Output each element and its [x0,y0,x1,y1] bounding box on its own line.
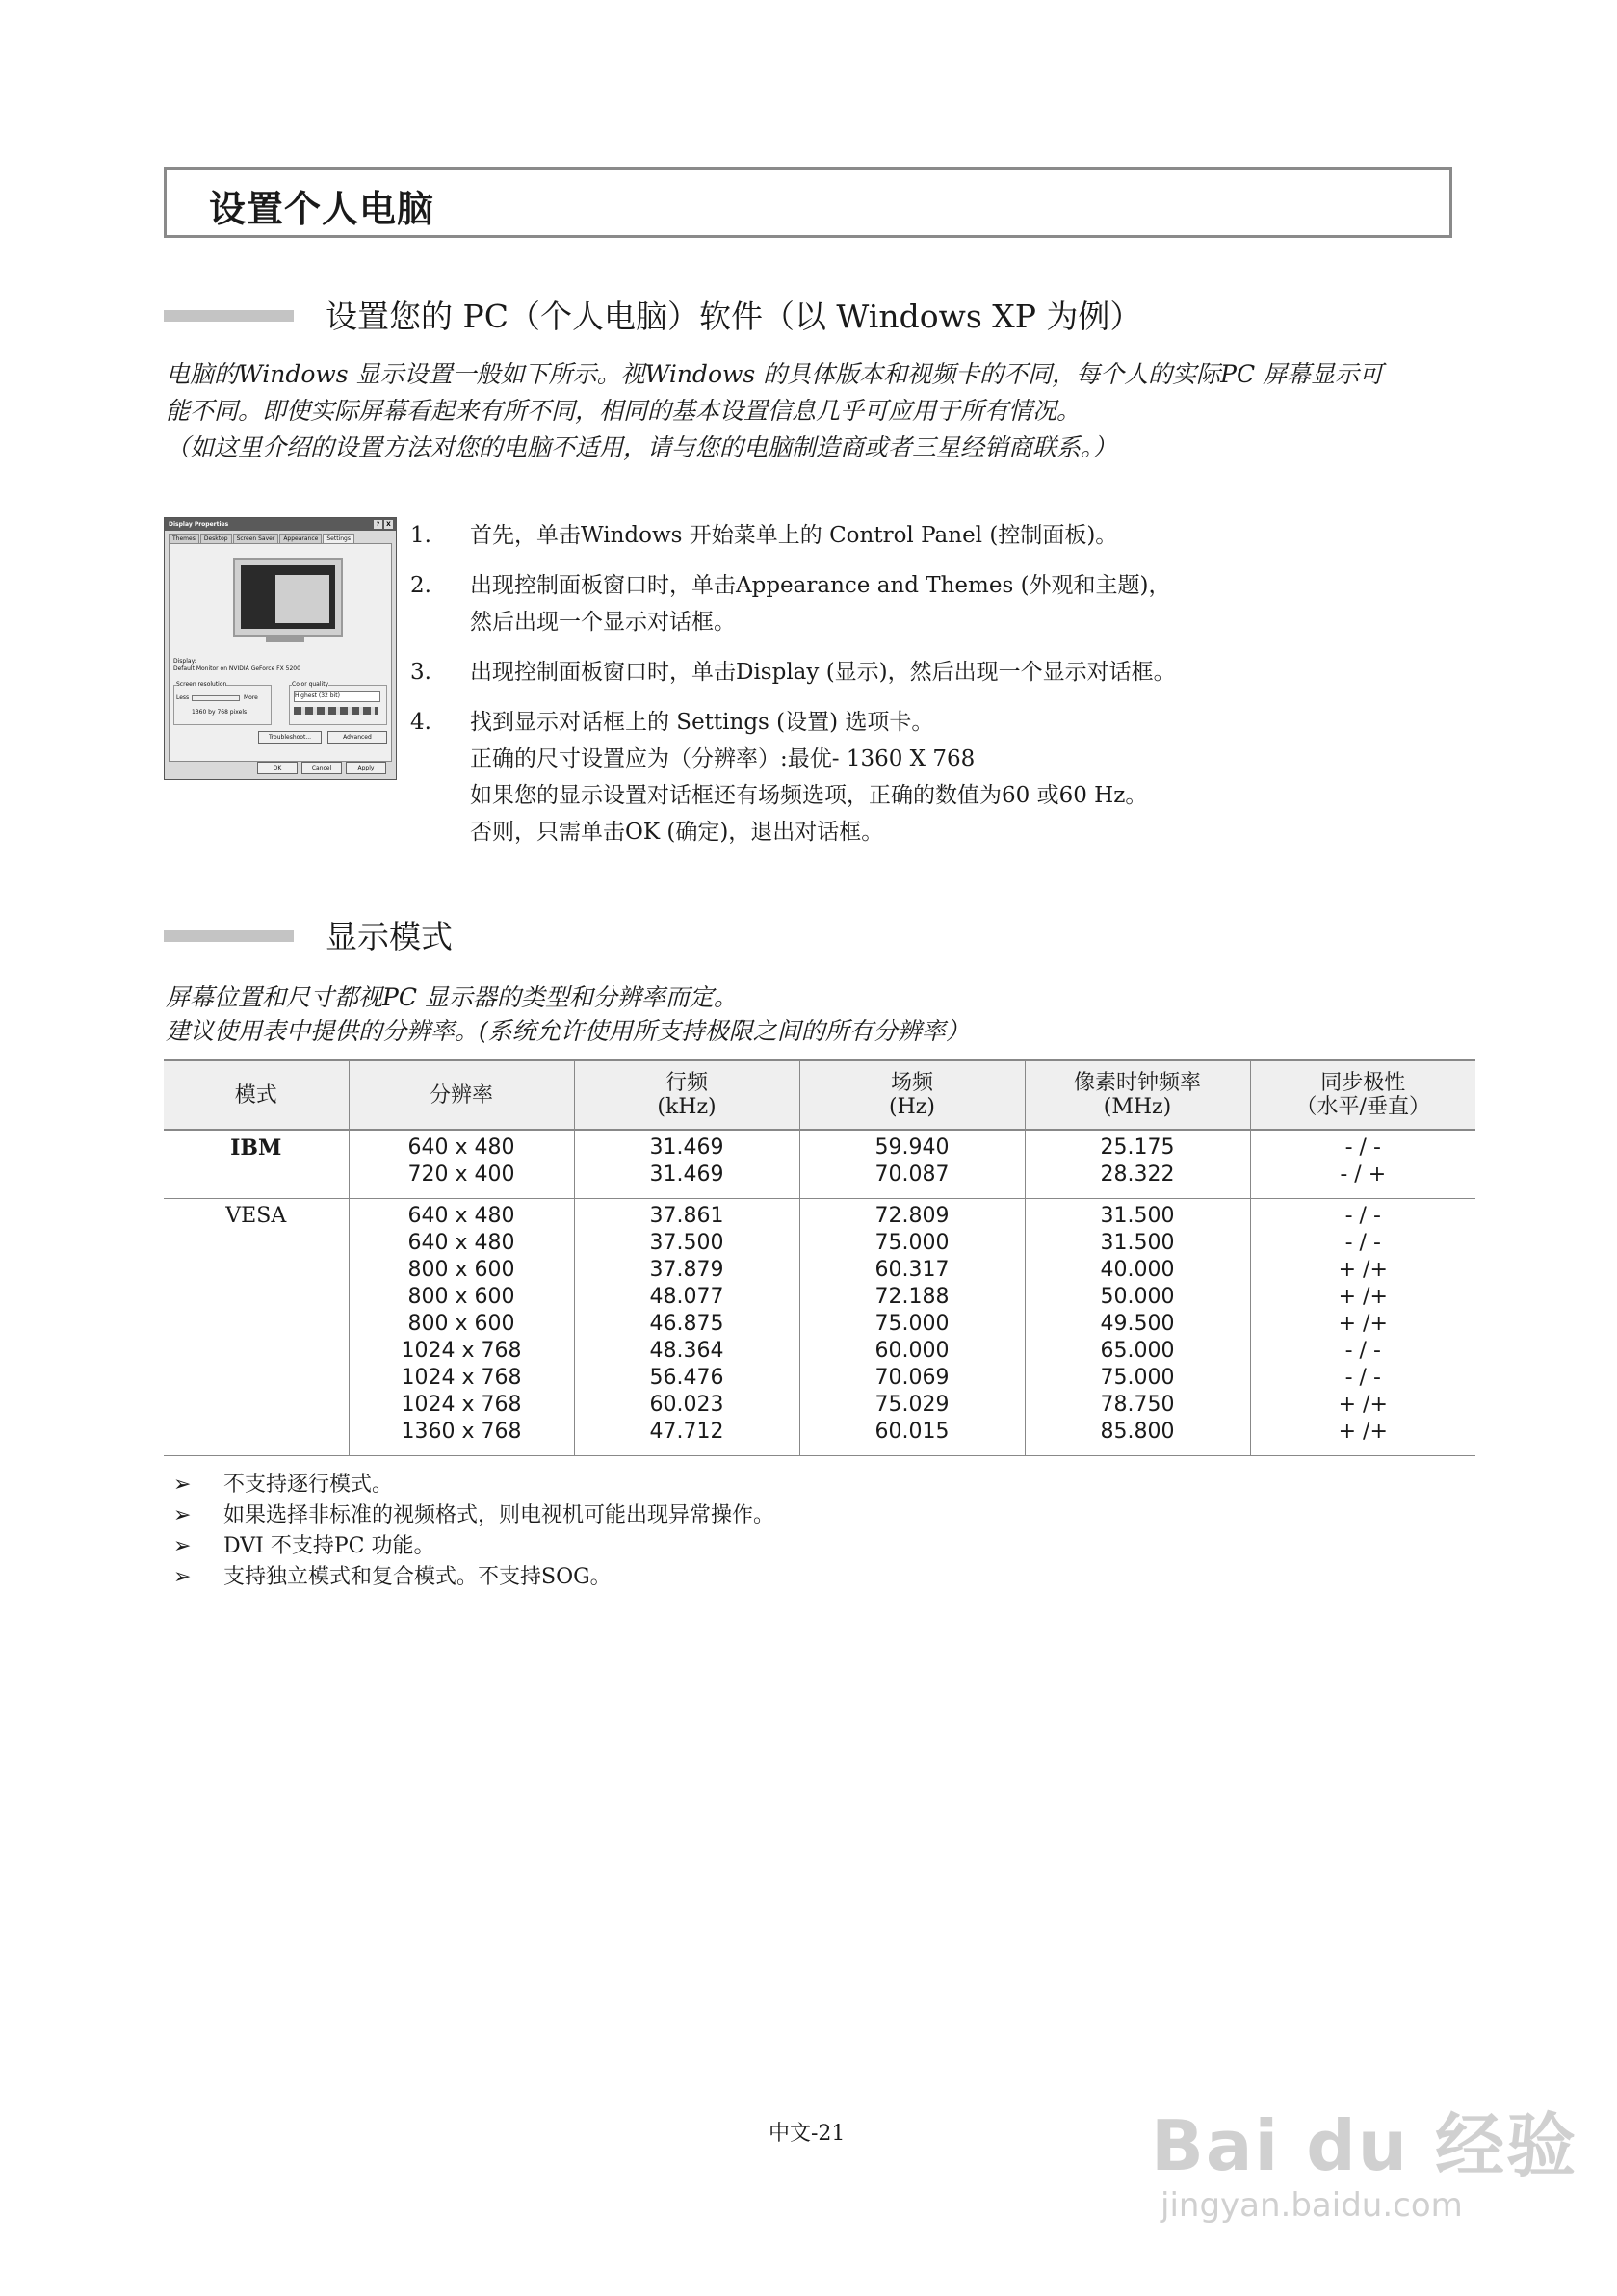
cell-value: 37.861 [649,1204,724,1228]
note-item: ➢ 不支持逐行模式。 [173,1470,774,1500]
settings-panel [169,543,392,762]
cell-value: 640 x 480 [407,1135,515,1160]
cell-value: 720 x 400 [407,1162,515,1187]
resolution-slider[interactable] [192,695,240,701]
display-properties-screenshot [164,517,397,780]
cell-value: 37.879 [649,1258,724,1282]
step-number: 3. [410,660,431,685]
cell-value: 78.750 [1100,1393,1175,1417]
cell-value: 47.712 [649,1420,724,1444]
cell-resolution [349,1199,574,1456]
step-number: 4. [410,710,431,735]
dialog-title-bar [165,518,396,531]
intro-line: 电脑的Windows 显示设置一般如下所示。视Windows 的具体版本和视频卡的不同，每个人的实际PC 屏幕显示可 [166,360,1384,388]
note-item: ➢ 如果选择非标准的视频格式，则电视机可能出现异常操作。 [173,1500,774,1531]
cell-value: 65.000 [1100,1339,1175,1363]
cell-value: 28.322 [1100,1162,1175,1187]
cell-value: 60.023 [649,1393,724,1417]
baidu-watermark-logo [1151,2090,1578,2225]
cell-value: 1360 x 768 [401,1420,522,1444]
cell-mode: VESA [225,1204,287,1228]
table-row [164,1130,1475,1199]
cell-pixel-clock [1025,1130,1250,1199]
cell-value: - / - [1344,1366,1381,1390]
step-line: 找到显示对话框上的 Settings (设置) 选项卡。 [470,710,934,735]
cell-value: - / - [1344,1339,1381,1363]
table-header-row [164,1060,1475,1130]
cell-value: 1024 x 768 [401,1339,522,1363]
header-horizontal-frequency: 行频 (kHz) [574,1060,799,1130]
cell-value: 640 x 480 [407,1231,515,1255]
screen-resolution-group [173,681,272,725]
step-line: 出现控制面板窗口时，单击Display (显示)，然后出现一个显示对话框。 [470,660,1176,685]
note-item: ➢ 支持独立模式和复合模式。不支持SOG。 [173,1562,774,1593]
step-2 [410,567,1176,640]
cell-vertical-frequency [799,1199,1025,1456]
color-value: Highest (32 bit) [295,692,340,699]
cell-value: 31.500 [1100,1231,1175,1255]
cell-value: 70.087 [874,1162,950,1187]
cell-value: - / + [1340,1162,1387,1187]
step-line: 如果您的显示设置对话框还有场频选项，正确的数值为60 或60 Hz。 [470,783,1148,808]
monitor-stand-icon [266,635,304,642]
cell-value: - / - [1344,1204,1381,1228]
cell-value: 25.175 [1100,1135,1175,1160]
tab-desktop[interactable]: Desktop [200,534,232,543]
less-label: Less [176,694,190,701]
intro-line: 能不同。即使实际屏幕看起来有所不同，相同的基本设置信息几乎可应用于所有情况。 [166,397,1082,425]
cell-value: 75.000 [874,1312,950,1336]
header-mode: 模式 [164,1060,349,1130]
step-3 [410,654,1176,691]
cell-value: 75.000 [874,1231,950,1255]
apply-button[interactable]: Apply [346,762,386,774]
cell-value: 31.500 [1100,1204,1175,1228]
intro-line: 屏幕位置和尺寸都视PC 显示器的类型和分辨率而定。 [166,983,738,1011]
step-number: 2. [410,573,431,598]
table-row [164,1199,1475,1456]
step-4 [410,704,1176,850]
tab-appearance[interactable]: Appearance [279,534,322,543]
section-title-pc-software: 设置您的 PC（个人电脑）软件（以 Windows XP 为例） [326,298,1142,335]
arrow-icon: ➢ [173,1534,192,1558]
page-title: 设置个人电脑 [209,187,435,230]
cell-value: 37.500 [649,1231,724,1255]
cell-value: 85.800 [1100,1420,1175,1444]
display-value: Default Monitor on NVIDIA GeForce FX 5200 [173,665,300,672]
step-line: 正确的尺寸设置应为（分辨率）:最优- 1360 X 768 [470,746,976,771]
cell-value: 800 x 600 [407,1258,515,1282]
dialog-title: Display Properties [169,521,229,528]
resolution-value: 1360 by 768 pixels [192,709,248,716]
display-label: Display: [173,658,196,665]
intro-line: （如这里介绍的设置方法对您的电脑不适用，请与您的电脑制造商或者三星经销商联系。） [166,433,1117,461]
cell-value: 1024 x 768 [401,1366,522,1390]
cell-value: + /+ [1338,1312,1388,1336]
display-mode-table [164,1059,1475,1456]
header-vertical-frequency: 场频 (Hz) [799,1060,1025,1130]
cell-sync-polarity [1250,1130,1475,1199]
cell-sync-polarity [1250,1199,1475,1456]
section1-intro [166,356,1456,466]
watermark-url: jingyan.baidu.com [1161,2186,1463,2225]
troubleshoot-button[interactable]: Troubleshoot... [258,731,322,744]
tab-settings[interactable]: Settings [323,534,354,543]
cell-value: 800 x 600 [407,1312,515,1336]
setup-steps [410,517,1176,864]
cell-value: 50.000 [1100,1285,1175,1309]
more-label: More [244,694,258,701]
cell-value: + /+ [1338,1285,1388,1309]
cell-value: 48.364 [649,1339,724,1363]
section-marker-bar [164,930,294,942]
cell-horizontal-frequency [574,1130,799,1199]
header-sync-polarity: 同步极性 （水平/垂直） [1250,1060,1475,1130]
notes-list [173,1470,774,1593]
advanced-button[interactable]: Advanced [327,731,387,744]
cell-value: 70.069 [874,1366,950,1390]
cell-value: 59.940 [874,1135,950,1160]
cell-value: + /+ [1338,1393,1388,1417]
cancel-button[interactable]: Cancel [301,762,342,774]
arrow-icon: ➢ [173,1565,192,1589]
section2-intro [166,980,1456,1048]
watermark-brand: Bai du 经验 [1151,2105,1578,2186]
cell-value: 60.000 [874,1339,950,1363]
header-pixel-clock: 像素时钟频率 (MHz) [1025,1060,1250,1130]
intro-line: 建议使用表中提供的分辨率。(系统允许使用所支持极限之间的所有分辨率） [166,1017,970,1045]
ok-button[interactable]: OK [257,762,298,774]
section-title-display-modes: 显示模式 [326,918,453,955]
cell-value: 60.015 [874,1420,950,1444]
step-line: 出现控制面板窗口时，单击Appearance and Themes (外观和主题)， [470,573,1171,598]
cell-value: - / - [1344,1231,1381,1255]
page-title-box [164,167,1452,238]
cell-value: 49.500 [1100,1312,1175,1336]
step-line: 然后出现一个显示对话框。 [470,610,736,635]
note-item: ➢ DVI 不支持PC 功能。 [173,1531,774,1562]
cell-value: + /+ [1338,1258,1388,1282]
cell-value: 75.000 [1100,1366,1175,1390]
cell-value: 31.469 [649,1162,724,1187]
cell-value: 46.875 [649,1312,724,1336]
tab-screen-saver[interactable]: Screen Saver [233,534,279,543]
close-icon[interactable]: X [384,520,393,529]
cell-value: 72.188 [874,1285,950,1309]
cell-value: 75.029 [874,1393,950,1417]
cell-vertical-frequency [799,1130,1025,1199]
cell-value: 800 x 600 [407,1285,515,1309]
monitor-preview-icon [233,558,343,637]
color-quality-select[interactable] [294,691,380,702]
cell-horizontal-frequency [574,1199,799,1456]
step-line: 首先，单击Windows 开始菜单上的 Control Panel (控制面板)。 [470,523,1118,548]
arrow-icon: ➢ [173,1473,192,1497]
color-bar [294,707,378,715]
help-icon[interactable]: ? [374,520,382,529]
step-number: 1. [410,523,431,548]
resolution-label: Screen resolution [176,681,227,688]
header-resolution: 分辨率 [349,1060,574,1130]
dialog-tabs [165,531,396,543]
cell-value: 40.000 [1100,1258,1175,1282]
cell-value: 640 x 480 [407,1204,515,1228]
cell-pixel-clock [1025,1199,1250,1456]
step-line: 否则，只需单击OK (确定)，退出对话框。 [470,820,884,845]
color-quality-group [289,681,387,725]
cell-value: 1024 x 768 [401,1393,522,1417]
cell-value: + /+ [1338,1420,1388,1444]
cell-value: 31.469 [649,1135,724,1160]
page-number: 中文-21 [769,2122,846,2146]
cell-resolution [349,1130,574,1199]
step-1 [410,517,1176,554]
arrow-icon: ➢ [173,1503,192,1527]
color-label: Color quality [292,681,329,688]
cell-value: 56.476 [649,1366,724,1390]
cell-value: - / - [1344,1135,1381,1160]
section-marker-bar [164,310,294,322]
cell-value: 48.077 [649,1285,724,1309]
cell-value: 72.809 [874,1204,950,1228]
tab-themes[interactable]: Themes [169,534,199,543]
cell-mode: IBM [230,1135,282,1161]
cell-value: 60.317 [874,1258,950,1282]
